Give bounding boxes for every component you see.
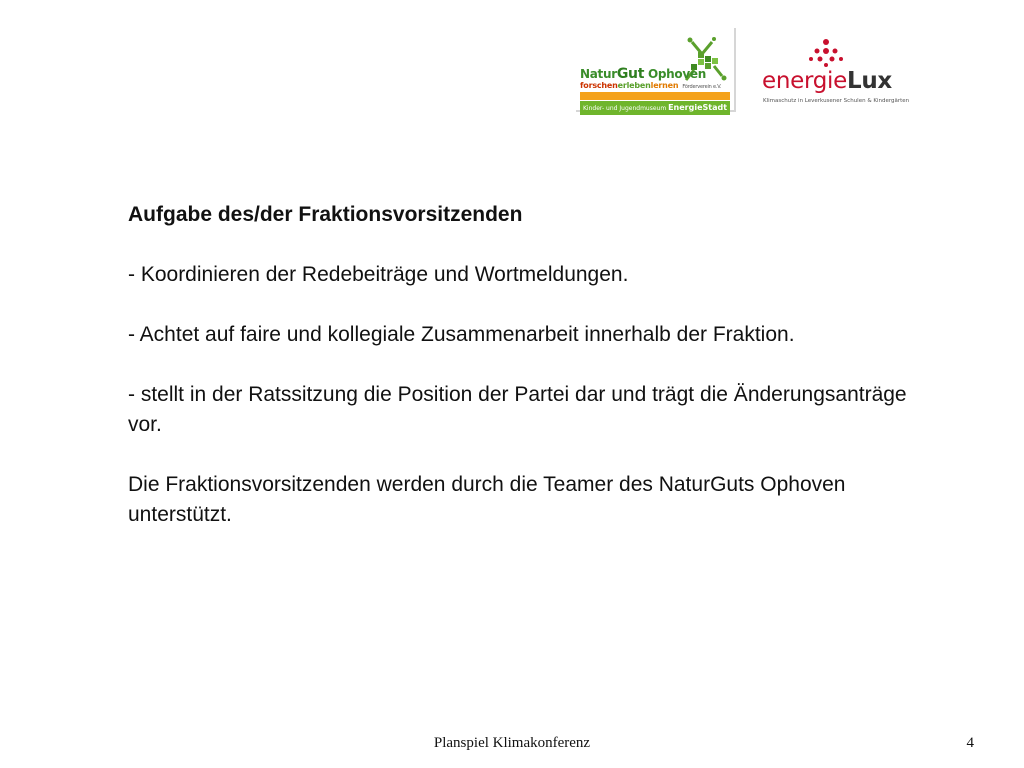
page-number: 4 bbox=[966, 735, 974, 751]
naturgut-color-band bbox=[580, 92, 730, 100]
closing-statement: Die Fraktionsvorsitzenden werden durch die Teamer des NaturGuts Ophoven unterstützt. bbox=[128, 473, 846, 526]
naturgut-ophoven-logo bbox=[576, 28, 736, 112]
bullet-point-3: - stellt in der Ratssitzung die Position der Partei dar und trägt die Änderungsanträge vor. bbox=[128, 383, 907, 436]
energielux-dots-icon bbox=[806, 38, 846, 68]
naturgut-museum-bar: Kinder- und Jugendmuseum EnergieStadt bbox=[580, 101, 730, 115]
bullet-point-1: - Koordinieren der Redebeiträge und Wortmeldungen. bbox=[128, 263, 629, 286]
footer-title: Planspiel Klimakonferenz bbox=[433, 735, 591, 751]
naturgut-name: NaturGut Ophoven bbox=[580, 66, 706, 82]
slide-content bbox=[128, 200, 908, 560]
bullet-point-2: - Achtet auf faire und kollegiale Zusammenarbeit innerhalb der Fraktion. bbox=[128, 323, 795, 346]
energielux-logo bbox=[758, 38, 914, 112]
energielux-tagline: Klimaschutz in Leverkusener Schulen & Kindergärten bbox=[763, 98, 910, 104]
energielux-wordmark: energieLux bbox=[762, 68, 892, 94]
slide-heading: Aufgabe des/der Fraktionsvorsitzenden bbox=[128, 203, 523, 226]
naturgut-tagline: forschenerlebenlernen Förderverein e.V. bbox=[580, 81, 722, 90]
